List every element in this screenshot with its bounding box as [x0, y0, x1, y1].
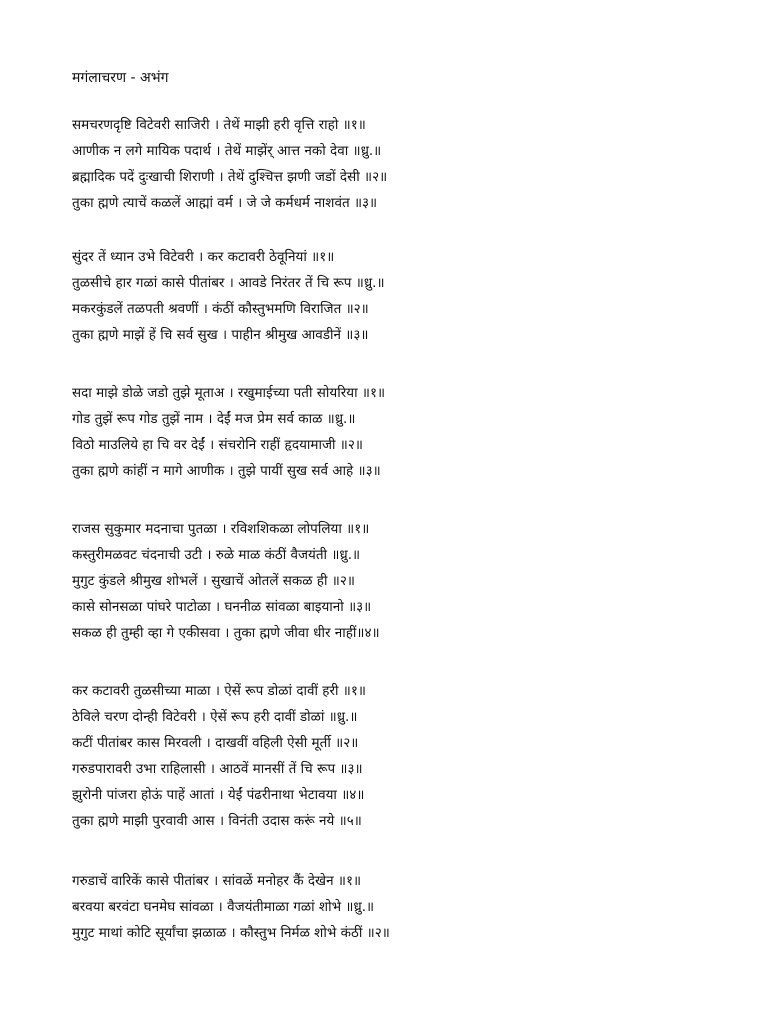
abhang-stanza-6: [72, 868, 732, 946]
verse-line: सकळ ही तुम्ही व्हा गे एकीसवा । तुका ह्मणे जीवा धीर नाहीं॥४॥: [72, 625, 380, 641]
verse-line: कर कटावरी तुळसीच्या माळा । ऐसें रूप डोळां दावीं हरी ॥१॥: [72, 683, 366, 699]
verse-line: कासे सोनसळा पांघरे पाटोळा । घननीळ सांवळा बाइयानो ॥३॥: [72, 599, 372, 615]
page-heading: मगंलाचरण - अभंग: [72, 70, 169, 86]
verse-line: तुका ह्मणे माझी पुरवावी आस । विनंती उदास करूं नये ॥५॥: [72, 813, 362, 829]
verse-line: ब्रह्मादिक पदें दुःखाची शिराणी । तेथें दुश्चित्त झणी जडों देसी ॥२॥: [72, 169, 388, 185]
verse-line: कस्तुरीमळवट चंदनाची उटी । रुळे माळ कंठीं वैजयंती ॥ध्रु.॥: [72, 547, 361, 563]
verse-line: तुका ह्मणे माझें हें चि सर्व सुख । पाहीन श्रीमुख आवडीनें ॥३॥: [72, 327, 369, 343]
abhang-stanza-5: [72, 678, 732, 834]
verse-line: गोड तुझें रूप गोड तुझें नाम । देईं मज प्रेम सर्व काळ ॥ध्रु.॥: [72, 411, 356, 427]
verse-line: मुगुट कुंडले श्रीमुख शोभलें । सुखाचें ओतलें सकळ ही ॥२॥: [72, 573, 355, 589]
verse-line: राजस सुकुमार मदनाचा पुतळा । रविशशिकळा लोपलिया ॥१॥: [72, 521, 370, 537]
verse-line: तुका ह्मणे त्याचें कळलें आह्मां वर्म । जे जे कर्मधर्म नाशवंत ॥३॥: [72, 195, 378, 211]
abhang-stanza-4: [72, 516, 732, 646]
verse-line: सुंदर तें ध्यान उभे विटेवरी । कर कटावरी ठेवूनियां ॥१॥: [72, 249, 335, 265]
verse-line: गरुडाचें वारिकें कासे पीतांबर । सांवळें मनोहर कैं देखेन ॥१॥: [72, 873, 362, 889]
abhang-stanza-2: [72, 244, 732, 348]
abhang-stanza-3: [72, 380, 732, 484]
verse-line: ठेविले चरण दोन्ही विटेवरी । ऐसें रूप हरी दावीं डोळां ॥ध्रु.॥: [72, 709, 358, 725]
verse-line: तुका ह्मणे कांहीं न मागे आणीक । तुझे पायीं सुख सर्व आहे ॥३॥: [72, 463, 381, 479]
verse-line: विठो माउलिये हा चि वर देईं । संचरोनि राहीं हृदयामाजी ॥२॥: [72, 437, 363, 453]
verse-line: बरवया बरवंटा घनमेघ सांवळा । वैजयंतीमाळा गळां शोभे ॥ध्रु.॥: [72, 899, 375, 915]
verse-line: मुगुट माथां कोटि सूर्यांचा झळाळ । कौस्तुभ निर्मळ शोभे कंठीं ॥२॥: [72, 925, 390, 941]
verse-line: झुरोनी पांजरा होऊं पाहें आतां । येईं पंढरीनाथा भेटावया ॥४॥: [72, 787, 365, 803]
abhang-stanza-1: [72, 112, 732, 216]
verse-line: सदा माझे डोळे जडो तुझे मूताअ । रखुमाईच्या पती सोयरिया ॥१॥: [72, 385, 386, 401]
verse-line: मकरकुंडलें तळपती श्रवणीं । कंठीं कौस्तुभमणि विराजित ॥२॥: [72, 301, 369, 317]
verse-line: गरुडपारावरी उभा राहिलासी । आठवें मानसीं तें चि रूप ॥३॥: [72, 761, 363, 777]
verse-line: आणीक न लगे मायिक पदार्थ । तेथें माझेंर् आत्त नको देवा ॥ध्रु.॥: [72, 143, 382, 159]
verse-line: समचरणदृष्टि विटेवरी साजिरी । तेथें माझी हरी वृत्ति राहो ॥१॥: [72, 117, 366, 133]
verse-line: कटीं पीतांबर कास मिरवली । दाखवीं वहिली ऐसी मूर्ती ॥२॥: [72, 735, 359, 751]
verse-line: तुळसीचे हार गळां कासे पीतांबर । आवडे निरंतर तें चि रूप ॥ध्रु.॥: [72, 275, 385, 291]
